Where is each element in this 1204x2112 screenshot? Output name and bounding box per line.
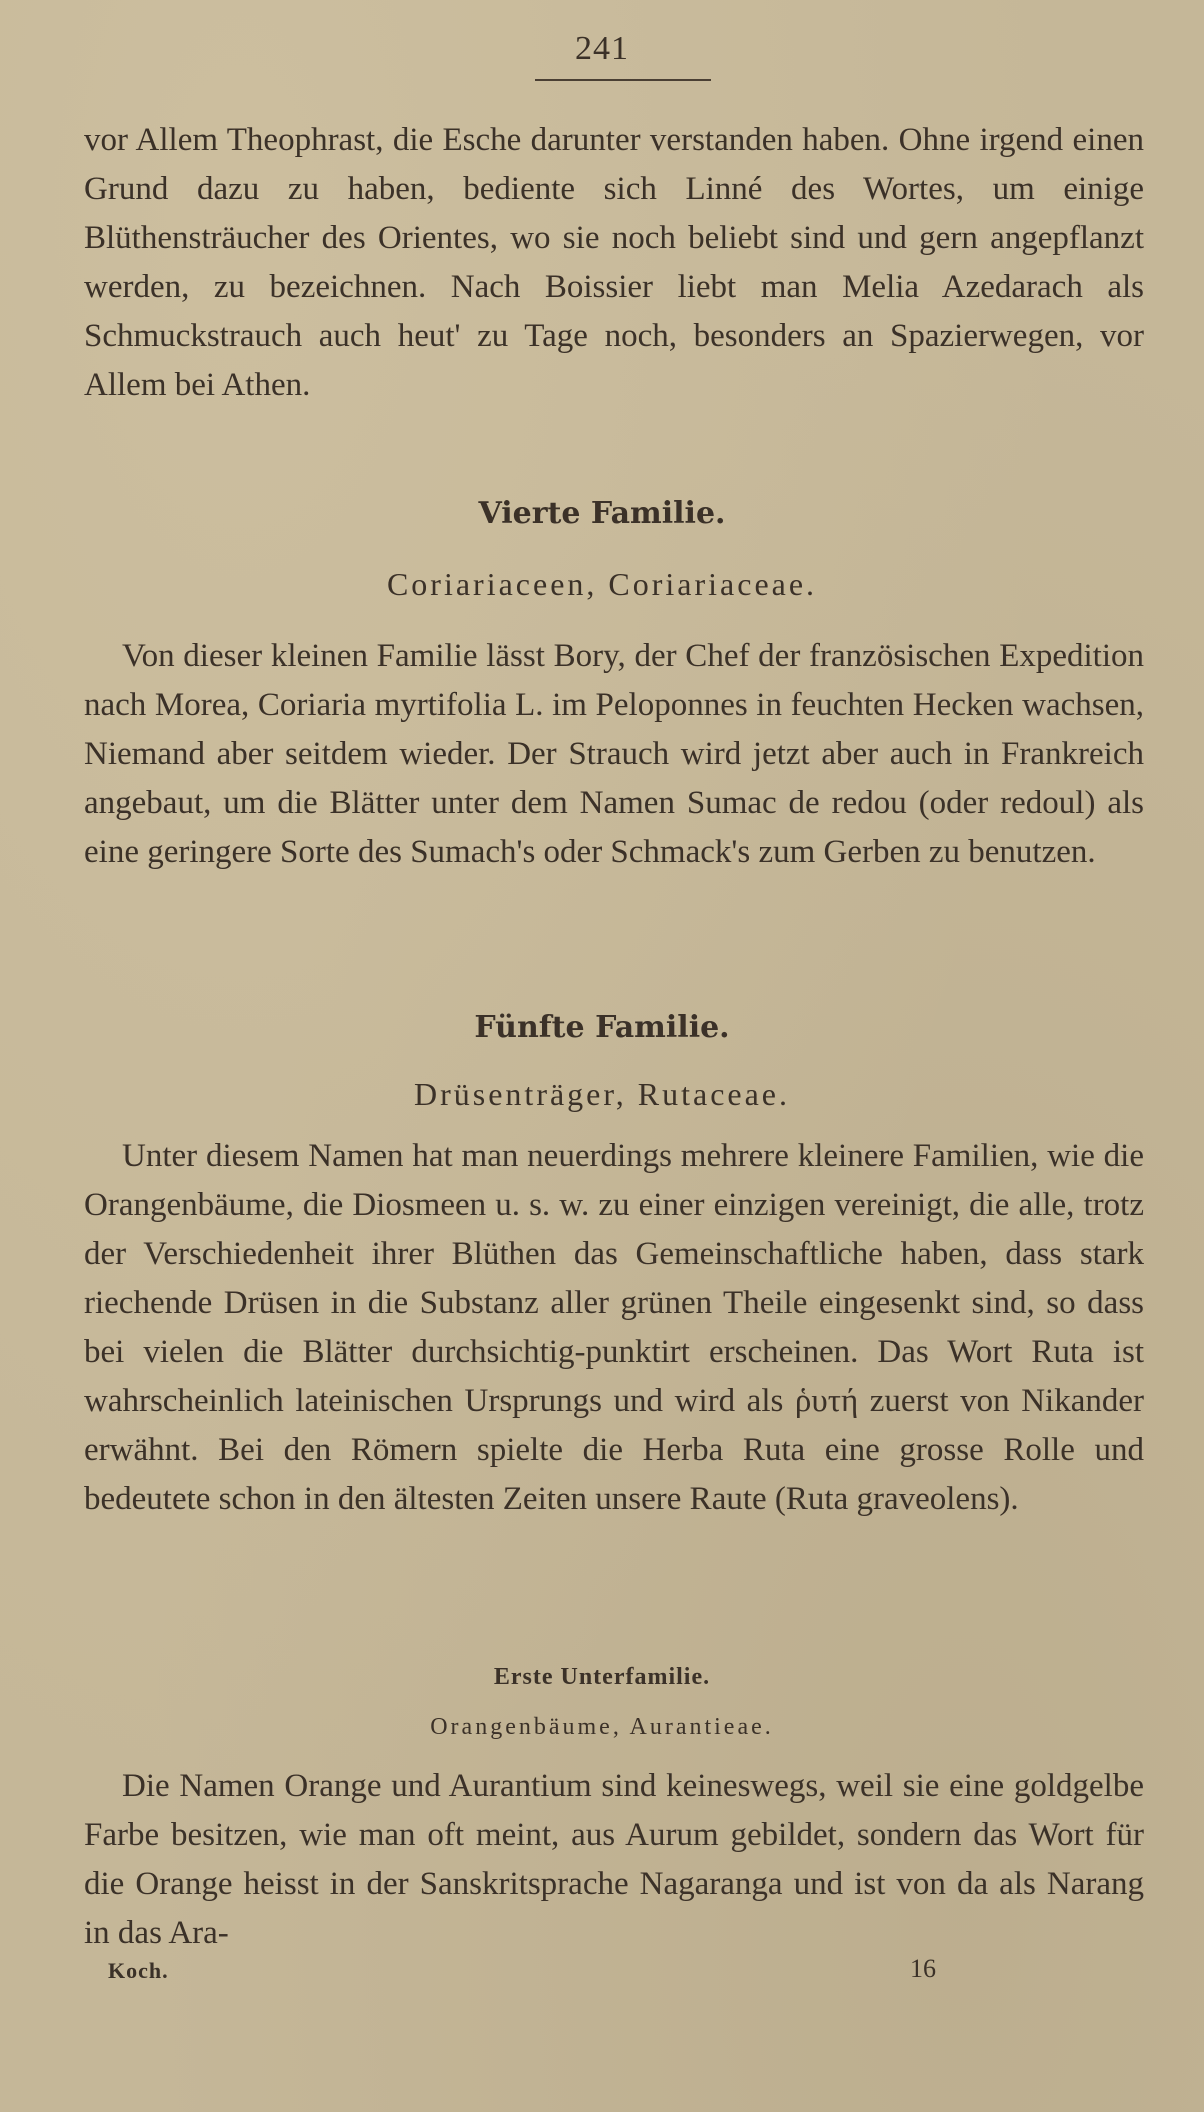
aurantieae-text: Die Namen Orange und Aurantium sind keineswegs, weil sie eine goldgelbe Farbe besitzen, wie man oft meint, aus Aurum gebildet, sondern das Wort für die Orange heisst in der Sanskritsprache Nagaranga und ist von da als Narang in das Ara- xyxy=(84,1768,1144,1951)
page-number: 241 xyxy=(575,30,629,67)
subfamily-heading-erste-unterfamilie: Erste Unterfamilie. xyxy=(493,1664,711,1690)
header-rule xyxy=(535,79,711,81)
aurantieae-paragraph xyxy=(84,1762,1144,1958)
coriariaceae-text: Von dieser kleinen Familie lässt Bory, der Chef der französischen Expedition nach Morea, Coriaria myrtifolia L. im Peloponnes in feuchten Hecken wachsen, Niemand aber seitdem wieder. Der Strauch wird jetzt aber auch in Frankreich angebaut, um die Blätter unter dem Namen Sumac de redou (oder redoul) als eine geringere Sorte des Sumach's oder Schmack's zum Gerben zu benutzen. xyxy=(84,638,1144,870)
intro-text: vor Allem Theophrast, die Esche darunter verstanden haben. Ohne irgend einen Grund dazu zu haben, bediente sich Linné des Wortes, um einige Blüthensträucher des Orientes, wo sie noch beliebt sind und gern angepflanzt werden, zu bezeichnen. Nach Boissier liebt man Melia Azedarach als Schmuckstrauch auch heut' zu Tage noch, besonders an Spazierwegen, vor Allem bei Athen. xyxy=(84,122,1144,403)
section-subheading-coriariaceae: Coriariaceen, Coriariaceae. xyxy=(386,566,818,602)
footer-signature-mark: 16 xyxy=(910,1954,936,1983)
footer-author: Koch. xyxy=(108,1958,169,1983)
section-heading-fuenfte-familie: Fünfte Familie. xyxy=(474,1010,730,1045)
subfamily-subheading-aurantieae: Orangenbäume, Aurantieae. xyxy=(430,1714,774,1740)
section-subheading-rutaceae: Drüsenträger, Rutaceae. xyxy=(414,1076,790,1112)
intro-paragraph xyxy=(84,116,1144,410)
rutaceae-text: Unter diesem Namen hat man neuerdings mehrere kleinere Familien, wie die Orangenbäume, die Diosmeen u. s. w. zu einer einzigen vereinigt, die alle, trotz der Verschiedenheit ihrer Blüthen das Gemeinschaftliche haben, dass stark riechende Drüsen in die Substanz aller grünen Theile eingesenkt sind, so dass bei vielen die Blätter durchsichtig-punktirt erscheinen. Das Wort Ruta ist wahrscheinlich lateinischen Ursprungs und wird als ῥυτή zuerst von Nikander erwähnt. Bei den Römern spielte die Herba Ruta eine grosse Rolle und bedeutete schon in den ältesten Zeiten unsere Raute (Ruta graveolens). xyxy=(84,1138,1144,1517)
rutaceae-paragraph xyxy=(84,1132,1144,1524)
coriariaceae-paragraph xyxy=(84,632,1144,877)
section-heading-vierte-familie: Vierte Familie. xyxy=(478,496,726,531)
